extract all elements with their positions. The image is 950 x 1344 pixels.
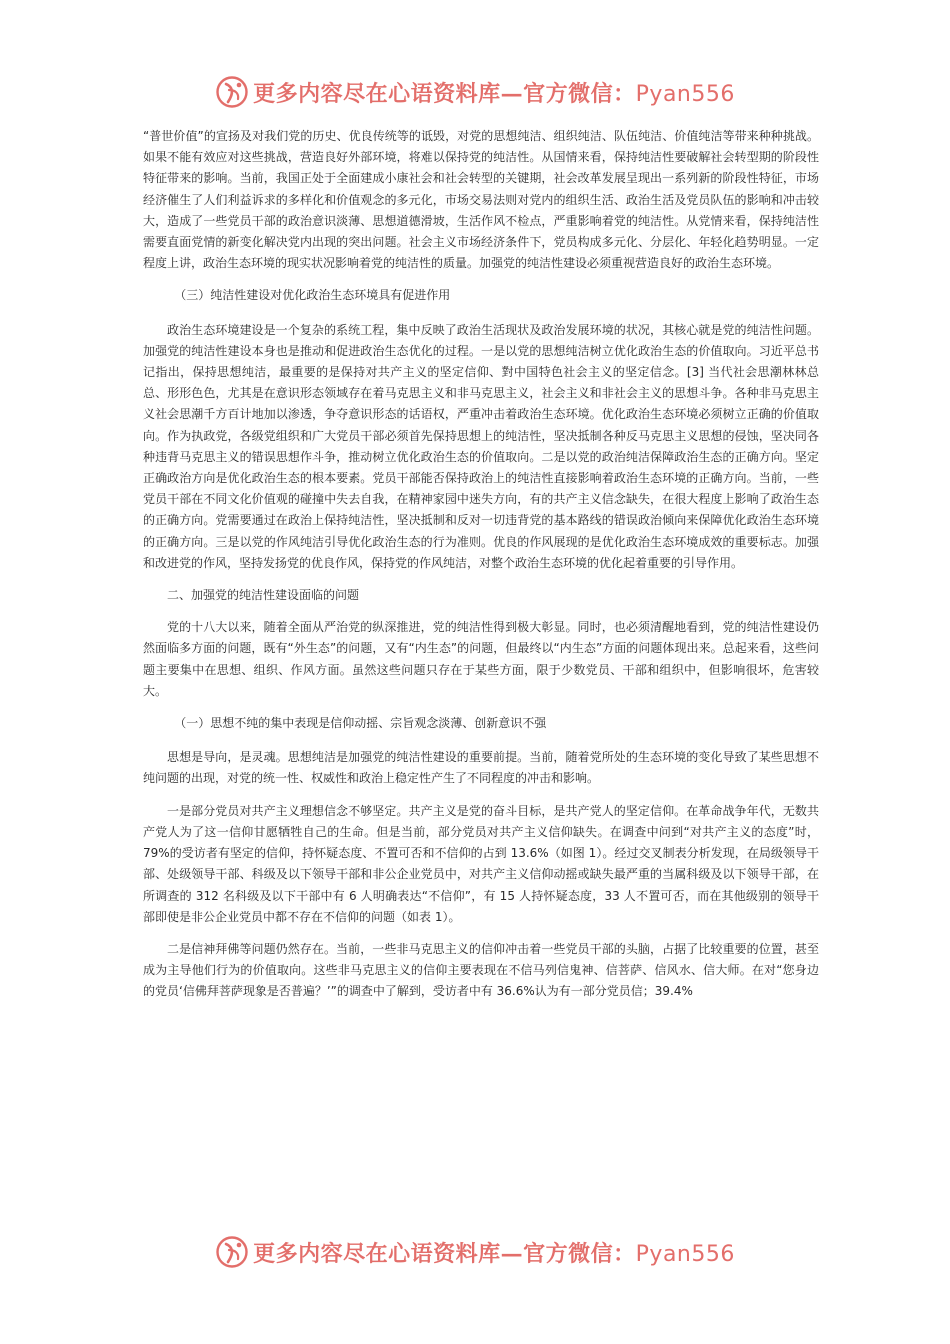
paragraph: 政治生态环境建设是一个复杂的系统工程，集中反映了政治生活现状及政治发展环境的状况，其核心就是党的纯洁性问题。加强党的纯洁性建设本身也是推动和促进政治生态优化的过程。一是以党的思想纯洁树立优化政治生态的价值取向。习近平总书记指出，保持思想纯洁，最重要的是保持对共产主义的坚定信仰、對中国特色社会主义的坚定信念。[3] 当代社会思潮林林总总、形形色色，尤其是在意识形态领域存在着马克思主义和非马克思主义，社会主义和非社会主义的思想斗争。各种非马克思主义社会思潮千方百计地加以渗透，争夺意识形态的话语权，严重冲击着政治生态环境。优化政治生态环境必须树立正确的价值取向。作为执政党，各级党组织和广大党员干部必须首先保持思想上的纯洁性，坚决抵制各种反马克思主义思想的侵蚀，坚决同各种违背马克思主义的错误思想作斗争，推动树立优化政治生态的价值取向。二是以党的政治纯洁保障政治生态的正确方向。坚定正确政治方向是优化政治生态的根本要素。党员干部能否保持政治上的纯洁性直接影响着政治生态环境的正确方向。当前，一些党员干部在不同文化价值观的碰撞中失去自我，在精神家园中迷失方向，有的共产主义信念缺失，在很大程度上影响了政治生态的正确方向。党需要通过在政治上保持纯洁性，坚决抵制和反对一切违背党的基本路线的错误政治倾向来保障优化政治生态环境的正确方向。三是以党的作风纯洁引导优化政治生态的行为准则。优良的作风展现的是优化政治生态环境成效的重要标志。加强和改进党的作风，坚持发扬党的优良作风，保持党的作风纯洁，对整个政治生态环境的优化起着重要的引导作用。	[143, 322, 819, 570]
banner-title	[253, 1237, 735, 1268]
banner-text-main: 更多内容尽在心语资料库—官方微信：	[253, 1240, 636, 1267]
paragraph: 党的十八大以来，随着全面从严治党的纵深推进，党的纯洁性得到极大彰显。同时，也必须清醒地看到，党的纯洁性建设仍然面临多方面的问题，既有“外生态”的问题，又有“内生态”的问题，但最终以“内生态”方面的问题体现出来。总起来看，这些问题主要集中在思想、组织、作风方面。虽然这些问题只存在于某些方面，限于少数党员、干部和组织中，但影响很坏，危害较大。	[143, 620, 819, 698]
brand-logo-icon	[215, 75, 249, 109]
brand-logo-icon	[215, 1235, 249, 1269]
paragraph: “普世价值”的宣扬及对我们党的历史、优良传统等的诋毁，对党的思想纯洁、组织纯洁、队伍纯洁、价值纯洁等带来种种挑战。如果不能有效应对这些挑战，营造良好外部环境，将难以保持党的纯洁性。从国情来看，保持纯洁性要破解社会转型期的阶段性特征带来的影响。当前，我国正处于全面建成小康社会和社会转型的关键期，社会改革发展呈现出一系列新的阶段性特征，市场经济催生了人们利益诉求的多样化和价值观念的多元化，市场交易法则对党内的组织生活、政治生活及党员队伍的影响和冲击较大，造成了一些党员干部的政治意识淡薄、思想道德滑坡，生活作风不检点，严重影响着党的纯洁性。从党情来看，保持纯洁性需要直面党情的新变化解决党内出现的突出问题。社会主义市场经济条件下，党员构成多元化、分层化、年轻化趋势明显。一定程度上讲，政治生态环境的现实状况影响着党的纯洁性的质量。加强党的纯洁性建设必须重视营造良好的政治生态环境。	[143, 129, 819, 271]
subsection-heading: （一）思想不纯的集中表现是信仰动摇、宗旨观念淡薄、创新意识不强	[174, 716, 547, 731]
paragraph: 一是部分党员对共产主义理想信念不够坚定。共产主义是党的奋斗目标，是共产党人的坚定信仰。在革命战争年代，无数共产党人为了这一信仰甘愿牺牲自己的生命。但是当前，部分党员对共产主义信仰缺失。在调查中问到“对共产主义的态度”时，79%的受访者有坚定的信仰，持怀疑态度、不置可否和不信仰的占到 13.6%（如图 1）。经过交叉制表分析发现，在局级领导干部、处级领导干部、科级及以下领导干部和非公企业党员中，对共产主义信仰动摇或缺失最严重的当属科级及以下领导干部，在所调查的 312 名科级及以下干部中有 6 人明确表达“不信仰”，有 15 人持怀疑态度，33 人不置可否，而在其他级别的领导干部即使是非公企业党员中都不存在不信仰的问题（如表 1）。	[143, 803, 819, 924]
header-banner	[0, 72, 950, 112]
document-body	[143, 126, 819, 1014]
banner-title	[253, 77, 735, 108]
paragraph: 思想是导向，是灵魂。思想纯洁是加强党的纯洁性建设的重要前提。当前，随着党所处的生态环境的变化导致了某些思想不纯问题的出现，对党的统一性、权威性和政治上稳定性产生了不同程度的冲击和影响。	[143, 750, 819, 786]
section-heading: （三）纯洁性建设对优化政治生态环境具有促进作用	[174, 288, 451, 303]
banner-wechat-id: Pyan556	[635, 81, 735, 107]
banner-text-main: 更多内容尽在心语资料库—官方微信：	[253, 80, 636, 107]
paragraph: 二是信神拜佛等问题仍然存在。当前，一些非马克思主义的信仰冲击着一些党员干部的头脑，占据了比较重要的位置，甚至成为主导他们行为的价值取向。这些非马克思主义的信仰主要表现在不信马列信鬼神、信菩萨、信风水、信大师。在对“您身边的党员‘信佛拜菩萨现象是否普遍？’”的调查中了解到，受访者中有 36.6%认为有一部分党员信；39.4%	[143, 941, 819, 999]
banner-wechat-id: Pyan556	[635, 1241, 735, 1267]
footer-banner	[0, 1232, 950, 1272]
section-heading: 二、加强党的纯洁性建设面临的问题	[167, 588, 360, 603]
